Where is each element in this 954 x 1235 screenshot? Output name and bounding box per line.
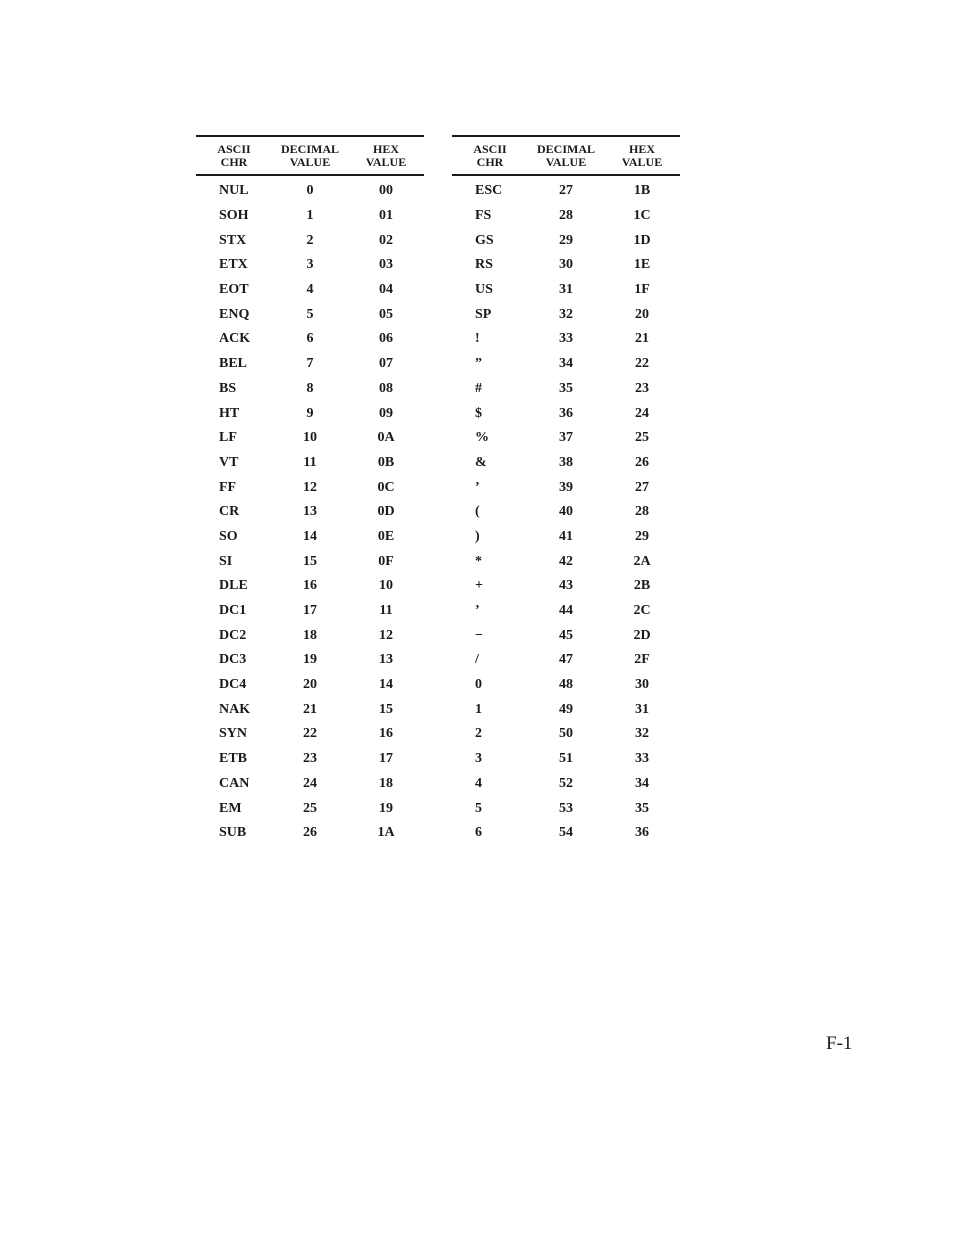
hex-value-cell: 25 (635, 430, 649, 446)
decimal-value-cell: 28 (559, 208, 573, 224)
table-row (196, 648, 424, 673)
table-row (452, 204, 680, 229)
hex-value-cell: 2D (633, 627, 651, 643)
decimal-value-cell: 18 (303, 627, 317, 643)
hex-value-cell: 14 (379, 677, 393, 693)
hex-value-cell: 11 (379, 603, 393, 619)
hex-value-cell: 1C (633, 208, 651, 224)
decimal-value-cell: 29 (559, 232, 573, 248)
decimal-value-cell: 42 (559, 553, 573, 569)
ascii-chr-cell: 5 (475, 800, 482, 816)
table-row (196, 525, 424, 550)
hex-value-cell: 21 (635, 331, 649, 347)
hex-value-cell: 16 (379, 726, 393, 742)
table-row (452, 451, 680, 476)
ascii-chr-cell: ’ (475, 603, 480, 619)
decimal-value-cell: 7 (306, 356, 314, 372)
table-row (452, 648, 680, 673)
hex-value-cell: 24 (635, 405, 649, 421)
decimal-value-cell: 2 (306, 232, 314, 248)
decimal-value-cell: 27 (559, 183, 573, 199)
hex-value-cell: 1B (633, 183, 651, 199)
table-row (196, 549, 424, 574)
header-ascii-chr (452, 136, 528, 175)
table-row (452, 623, 680, 648)
decimal-value-cell: 30 (559, 257, 573, 273)
ascii-chr-cell: / (475, 652, 479, 668)
header-decimal-value (272, 136, 348, 175)
hex-value-cell: 22 (635, 356, 649, 372)
table-row (196, 302, 424, 327)
hex-value-cell: 02 (379, 232, 393, 248)
header-line: CHR (220, 155, 248, 169)
hex-value-cell: 09 (379, 405, 393, 421)
ascii-chr-cell: 4 (475, 775, 482, 791)
hex-value-cell: 19 (379, 800, 393, 816)
ascii-chr-cell: US (475, 282, 493, 298)
decimal-value-cell: 33 (559, 331, 573, 347)
table-row (452, 525, 680, 550)
header-line: VALUE (365, 155, 407, 169)
hex-value-cell: 30 (635, 677, 649, 693)
ascii-chr-cell: LF (219, 430, 237, 446)
hex-value-cell: 34 (635, 775, 649, 791)
table-row (452, 278, 680, 303)
table-row (452, 327, 680, 352)
decimal-value-cell: 48 (559, 677, 573, 693)
decimal-value-cell: 52 (559, 775, 573, 791)
header-line: DECIMAL (536, 142, 595, 156)
decimal-value-cell: 54 (559, 825, 573, 841)
hex-value-cell: 26 (635, 454, 649, 470)
ascii-chr-cell: & (475, 454, 487, 470)
decimal-value-cell: 25 (303, 800, 317, 816)
ascii-chr-cell: % (475, 430, 489, 446)
decimal-value-cell: 4 (306, 282, 314, 298)
ascii-chr-cell: 6 (475, 825, 482, 841)
decimal-value-cell: 35 (559, 380, 573, 396)
hex-value-cell: 03 (379, 257, 393, 273)
hex-value-cell: 2A (633, 553, 651, 569)
table-row (196, 204, 424, 229)
table-row (196, 401, 424, 426)
ascii-chr-cell: ESC (475, 183, 503, 199)
table-row (452, 599, 680, 624)
hex-value-cell: 0E (377, 528, 395, 544)
ascii-chr-cell: BS (219, 380, 237, 396)
table-row (196, 475, 424, 500)
decimal-value-cell: 10 (303, 430, 317, 446)
hex-value-cell: 2C (633, 603, 651, 619)
hex-value-cell: 29 (635, 528, 649, 544)
ascii-chr-cell: 2 (475, 726, 482, 742)
decimal-value-cell: 23 (303, 751, 317, 767)
decimal-value-cell: 45 (559, 627, 573, 643)
ascii-chr-cell: SO (219, 528, 238, 544)
hex-value-cell: 2B (633, 578, 651, 594)
table-row (196, 278, 424, 303)
ascii-chr-cell: FF (219, 479, 237, 495)
decimal-value-cell: 12 (303, 479, 317, 495)
table-row (452, 426, 680, 451)
ascii-chr-cell: SUB (219, 825, 247, 841)
table-body (196, 175, 424, 846)
table-row (196, 722, 424, 747)
table-row (452, 175, 680, 204)
table-row (196, 821, 424, 846)
ascii-chr-cell: ETB (219, 751, 248, 767)
ascii-chr-cell: DC1 (219, 603, 247, 619)
hex-value-cell: 1E (633, 257, 651, 273)
table-row (452, 574, 680, 599)
table-row (452, 697, 680, 722)
table-header-row (452, 136, 680, 175)
ascii-chr-cell: DC4 (219, 677, 247, 693)
table-row (196, 451, 424, 476)
ascii-chr-cell: DC3 (219, 652, 247, 668)
table-row (452, 673, 680, 698)
ascii-chr-cell: DLE (219, 578, 248, 594)
decimal-value-cell: 9 (306, 405, 314, 421)
hex-value-cell: 1D (633, 232, 651, 248)
ascii-chr-cell: ! (475, 331, 480, 347)
ascii-chr-cell: HT (219, 405, 240, 421)
ascii-chr-cell: − (475, 627, 483, 643)
hex-value-cell: 12 (379, 627, 393, 643)
ascii-chr-cell: ACK (219, 331, 251, 347)
ascii-chr-cell: 1 (475, 701, 482, 717)
ascii-chr-cell: SI (219, 553, 233, 569)
hex-value-cell: 08 (379, 380, 393, 396)
hex-value-cell: 1A (377, 825, 395, 841)
hex-value-cell: 33 (635, 751, 649, 767)
decimal-value-cell: 21 (303, 701, 317, 717)
ascii-chr-cell: $ (475, 405, 482, 421)
table-row (452, 821, 680, 846)
decimal-value-cell: 36 (559, 405, 573, 421)
table-row (452, 549, 680, 574)
table-row (196, 377, 424, 402)
hex-value-cell: 05 (379, 306, 393, 322)
decimal-value-cell: 15 (303, 553, 317, 569)
table-body (452, 175, 680, 846)
ascii-chr-cell: EOT (219, 282, 249, 298)
ascii-table-right (452, 135, 680, 846)
header-line: HEX (628, 142, 655, 156)
ascii-chr-cell: + (475, 578, 483, 594)
table-row (196, 772, 424, 797)
table-row (196, 574, 424, 599)
ascii-chr-cell: VT (219, 454, 239, 470)
table-row (452, 377, 680, 402)
table-row (196, 747, 424, 772)
table-row (196, 500, 424, 525)
decimal-value-cell: 31 (559, 282, 573, 298)
ascii-chr-cell: BEL (219, 356, 248, 372)
table-row (196, 426, 424, 451)
hex-value-cell: 36 (635, 825, 649, 841)
decimal-value-cell: 13 (303, 504, 317, 520)
ascii-chr-cell: FS (475, 208, 492, 224)
hex-value-cell: 31 (635, 701, 649, 717)
ascii-chr-cell: ETX (219, 257, 248, 273)
ascii-chr-cell: RS (475, 257, 493, 273)
hex-value-cell: 00 (379, 183, 393, 199)
table-row (196, 673, 424, 698)
decimal-value-cell: 34 (559, 356, 573, 372)
decimal-value-cell: 24 (303, 775, 317, 791)
hex-value-cell: 35 (635, 800, 649, 816)
decimal-value-cell: 19 (303, 652, 317, 668)
ascii-chr-cell: ENQ (219, 306, 250, 322)
ascii-chr-cell: EM (219, 800, 242, 816)
table-row (196, 599, 424, 624)
page-number: F-1 (826, 1033, 853, 1054)
table-row (196, 352, 424, 377)
header-line: ASCII (217, 142, 251, 156)
table-row (452, 228, 680, 253)
header-line: HEX (372, 142, 399, 156)
hex-value-cell: 04 (379, 282, 393, 298)
ascii-chr-cell: ’ (475, 479, 480, 495)
table-row (452, 401, 680, 426)
table-row (196, 623, 424, 648)
hex-value-cell: 27 (635, 479, 649, 495)
decimal-value-cell: 44 (559, 603, 573, 619)
decimal-value-cell: 22 (303, 726, 317, 742)
hex-value-cell: 17 (379, 751, 393, 767)
decimal-value-cell: 53 (559, 800, 573, 816)
decimal-value-cell: 38 (559, 454, 573, 470)
hex-value-cell: 0D (377, 504, 395, 520)
ascii-chr-cell: SYN (219, 726, 248, 742)
header-decimal-value (528, 136, 604, 175)
decimal-value-cell: 14 (303, 528, 317, 544)
decimal-value-cell: 17 (303, 603, 317, 619)
table-row (196, 228, 424, 253)
hex-value-cell: 0A (377, 430, 395, 446)
header-line: DECIMAL (280, 142, 339, 156)
ascii-chr-cell: ( (475, 504, 480, 520)
header-hex-value (348, 136, 424, 175)
hex-value-cell: 20 (635, 306, 649, 322)
ascii-chr-cell: ) (475, 528, 480, 544)
table-row (452, 253, 680, 278)
hex-value-cell: 06 (379, 331, 393, 347)
table-row (196, 796, 424, 821)
header-line: VALUE (621, 155, 663, 169)
decimal-value-cell: 37 (559, 430, 573, 446)
hex-value-cell: 07 (379, 356, 393, 372)
ascii-chr-cell: # (475, 380, 482, 396)
ascii-chr-cell: DC2 (219, 627, 247, 643)
decimal-value-cell: 40 (559, 504, 573, 520)
ascii-chr-cell: 0 (475, 677, 482, 693)
decimal-value-cell: 41 (559, 528, 573, 544)
decimal-value-cell: 26 (303, 825, 317, 841)
decimal-value-cell: 16 (303, 578, 317, 594)
table-row (452, 796, 680, 821)
hex-value-cell: 10 (379, 578, 393, 594)
decimal-value-cell: 20 (303, 677, 317, 693)
ascii-chr-cell: NAK (219, 701, 251, 717)
hex-value-cell: 13 (379, 652, 393, 668)
hex-value-cell: 15 (379, 701, 393, 717)
header-line: ASCII (473, 142, 507, 156)
decimal-value-cell: 51 (559, 751, 573, 767)
table-row (452, 722, 680, 747)
ascii-chr-cell: CAN (219, 775, 250, 791)
hex-value-cell: 0C (377, 479, 395, 495)
hex-value-cell: 1F (634, 282, 650, 298)
table-row (452, 302, 680, 327)
decimal-value-cell: 11 (303, 454, 317, 470)
table-row (452, 475, 680, 500)
ascii-chr-cell: NUL (219, 183, 249, 199)
decimal-value-cell: 6 (306, 331, 314, 347)
hex-value-cell: 01 (379, 208, 393, 224)
header-line: CHR (476, 155, 504, 169)
ascii-chr-cell: SP (475, 306, 492, 322)
table-row (196, 697, 424, 722)
header-ascii-chr (196, 136, 272, 175)
hex-value-cell: 0B (377, 454, 395, 470)
hex-value-cell: 2F (634, 652, 650, 668)
decimal-value-cell: 49 (559, 701, 573, 717)
table-row (196, 327, 424, 352)
decimal-value-cell: 39 (559, 479, 573, 495)
decimal-value-cell: 43 (559, 578, 573, 594)
table-row (452, 500, 680, 525)
hex-value-cell: 28 (635, 504, 649, 520)
table-header-row (196, 136, 424, 175)
table-row (196, 175, 424, 204)
ascii-chr-cell: 3 (475, 751, 482, 767)
decimal-value-cell: 8 (306, 380, 314, 396)
header-line: VALUE (289, 155, 331, 169)
decimal-value-cell: 5 (306, 306, 314, 322)
table-row (452, 352, 680, 377)
ascii-chr-cell: GS (475, 232, 494, 248)
header-line: VALUE (545, 155, 587, 169)
decimal-value-cell: 47 (559, 652, 573, 668)
decimal-value-cell: 0 (306, 183, 314, 199)
hex-value-cell: 18 (379, 775, 393, 791)
table-row (196, 253, 424, 278)
ascii-chr-cell: STX (219, 232, 247, 248)
decimal-value-cell: 32 (559, 306, 573, 322)
decimal-value-cell: 1 (306, 208, 314, 224)
ascii-chr-cell: CR (219, 504, 240, 520)
ascii-table-left (196, 135, 424, 846)
ascii-chr-cell: SOH (219, 208, 249, 224)
decimal-value-cell: 3 (306, 257, 314, 273)
hex-value-cell: 0F (378, 553, 394, 569)
header-hex-value (604, 136, 680, 175)
hex-value-cell: 32 (635, 726, 649, 742)
ascii-chr-cell: ” (475, 356, 482, 372)
table-row (452, 747, 680, 772)
decimal-value-cell: 50 (559, 726, 573, 742)
hex-value-cell: 23 (635, 380, 649, 396)
table-row (452, 772, 680, 797)
ascii-chr-cell: * (475, 553, 482, 569)
